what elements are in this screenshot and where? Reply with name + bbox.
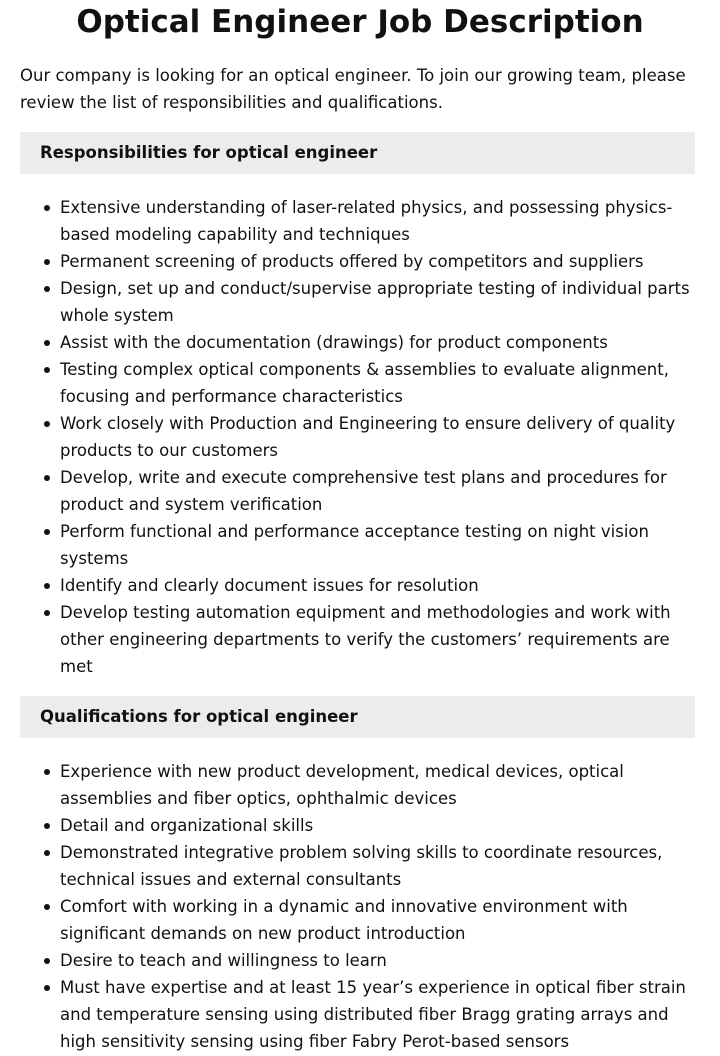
list-item: Comfort with working in a dynamic and innovative environment with significant demands on new product introduction	[60, 893, 700, 947]
list-item: Demonstrated integrative problem solving skills to coordinate resources, technical issues and external consultants	[60, 839, 700, 893]
responsibilities-list	[0, 194, 700, 680]
list-item: Develop testing automation equipment and methodologies and work with other engineering departments to verify the customers’ requirements are met	[60, 599, 700, 680]
list-item: Detail and organizational skills	[60, 812, 700, 839]
qualifications-list	[0, 758, 700, 1055]
list-item: Identify and clearly document issues for resolution	[60, 572, 700, 599]
list-item: Work closely with Production and Engineering to ensure delivery of quality products to our customers	[60, 410, 700, 464]
list-item: Design, set up and conduct/supervise appropriate testing of individual parts whole system	[60, 275, 700, 329]
list-item: Permanent screening of products offered by competitors and suppliers	[60, 248, 700, 275]
list-item: Perform functional and performance acceptance testing on night vision systems	[60, 518, 700, 572]
list-item: Extensive understanding of laser-related physics, and possessing physics-based modeling capability and techniques	[60, 194, 700, 248]
list-item: Desire to teach and willingness to learn	[60, 947, 700, 974]
list-item: Develop, write and execute comprehensive test plans and procedures for product and system verification	[60, 464, 700, 518]
responsibilities-header: Responsibilities for optical engineer	[20, 132, 695, 174]
page-title: Optical Engineer Job Description	[76, 4, 644, 40]
list-item: Assist with the documentation (drawings) for product components	[60, 329, 700, 356]
list-item: Testing complex optical components & assemblies to evaluate alignment, focusing and performance characteristics	[60, 356, 700, 410]
intro-paragraph: Our company is looking for an optical engineer. To join our growing team, please review the list of responsibilities and qualifications.	[20, 66, 686, 112]
list-item: Experience with new product development, medical devices, optical assemblies and fiber optics, ophthalmic devices	[60, 758, 700, 812]
list-item: Must have expertise and at least 15 year’s experience in optical fiber strain and temperature sensing using distributed fiber Bragg grating arrays and high sensitivity sensing using fiber Fabry Perot-based sensors	[60, 974, 700, 1055]
qualifications-header: Qualifications for optical engineer	[20, 696, 695, 738]
